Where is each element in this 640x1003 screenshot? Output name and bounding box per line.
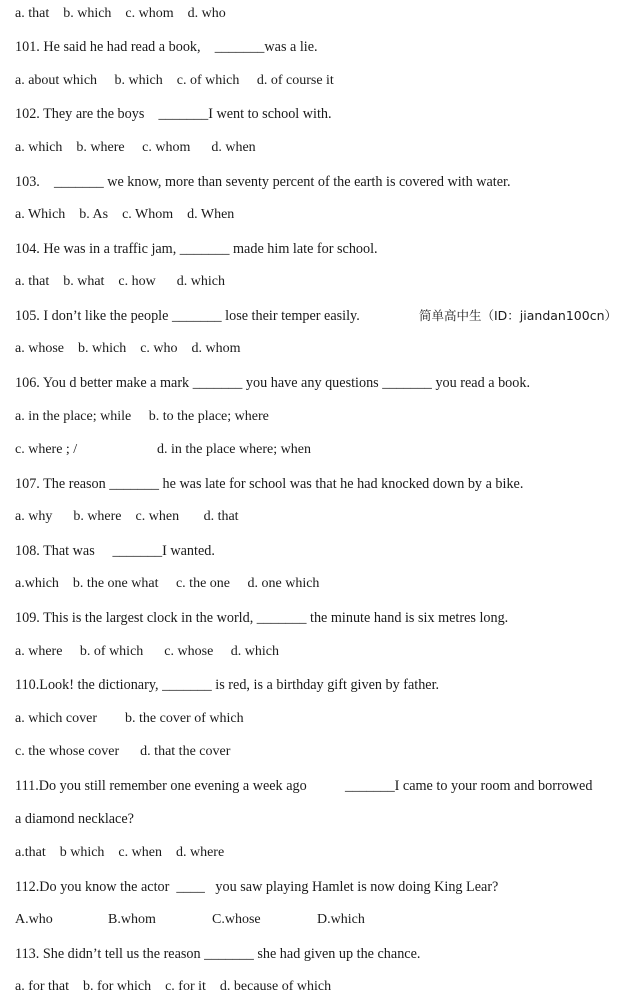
question-104: 104. He was in a traffic jam, _______ made him late for school. <box>15 241 378 257</box>
option-112-c: C.whose <box>212 912 261 927</box>
options-110-row1: a. which cover b. the cover of which <box>15 711 244 726</box>
question-113: 113. She didn’t tell us the reason _______ she had given up the chance. <box>15 946 421 962</box>
options-109: a. where b. of which c. whose d. which <box>15 644 279 659</box>
option-112-a: A.who <box>15 912 53 927</box>
question-108: 108. That was _______I wanted. <box>15 543 215 559</box>
options-110-row2: c. the whose cover d. that the cover <box>15 744 231 759</box>
options-106-c: c. where ; / <box>15 442 78 457</box>
options-105: a. whose b. which c. who d. whom <box>15 341 241 356</box>
question-105: 105. I don’t like the people _______ lose their temper easily. <box>15 308 360 324</box>
question-102: 102. They are the boys _______I went to school with. <box>15 106 332 122</box>
options-108: a.which b. the one what c. the one d. one which <box>15 576 320 591</box>
question-112: 112.Do you know the actor ____ you saw playing Hamlet is now doing King Lear? <box>15 879 499 895</box>
options-102: a. which b. where c. whom d. when <box>15 140 256 155</box>
question-107: 107. The reason _______ he was late for school was that he had knocked down by a bike. <box>15 476 524 492</box>
option-112-b: B.whom <box>108 912 156 927</box>
options-107: a. why b. where c. when d. that <box>15 509 239 524</box>
question-110: 110.Look! the dictionary, _______ is red, is a birthday gift given by father. <box>15 677 440 693</box>
question-109: 109. This is the largest clock in the world, _______ the minute hand is six metres long. <box>15 610 509 626</box>
options-104: a. that b. what c. how d. which <box>15 274 225 289</box>
options-101: a. about which b. which c. of which d. of course it <box>15 73 334 88</box>
watermark-text: 简单高中生（ID：jiandan100cn） <box>419 308 618 323</box>
question-101: 101. He said he had read a book, _______was a lie. <box>15 39 318 55</box>
option-112-d: D.which <box>317 912 365 927</box>
options-111: a.that b which c. when d. where <box>15 845 225 860</box>
question-111-continued: a diamond necklace? <box>15 811 134 827</box>
options-103: a. Which b. As c. Whom d. When <box>15 207 235 222</box>
options-113: a. for that b. for which c. for it d. because of which <box>15 979 332 994</box>
options-106-d: d. in the place where; when <box>157 442 311 457</box>
options-106-row1: a. in the place; while b. to the place; where <box>15 409 269 424</box>
question-103: 103. _______ we know, more than seventy percent of the earth is covered with water. <box>15 174 511 190</box>
options-100: a. that b. which c. whom d. who <box>15 6 226 21</box>
question-111-part2: _______I came to your room and borrowed <box>345 778 593 794</box>
question-106: 106. You d better make a mark _______ you have any questions _______ you read a book. <box>15 375 530 391</box>
question-111-part1: 111.Do you still remember one evening a week ago <box>15 778 307 794</box>
